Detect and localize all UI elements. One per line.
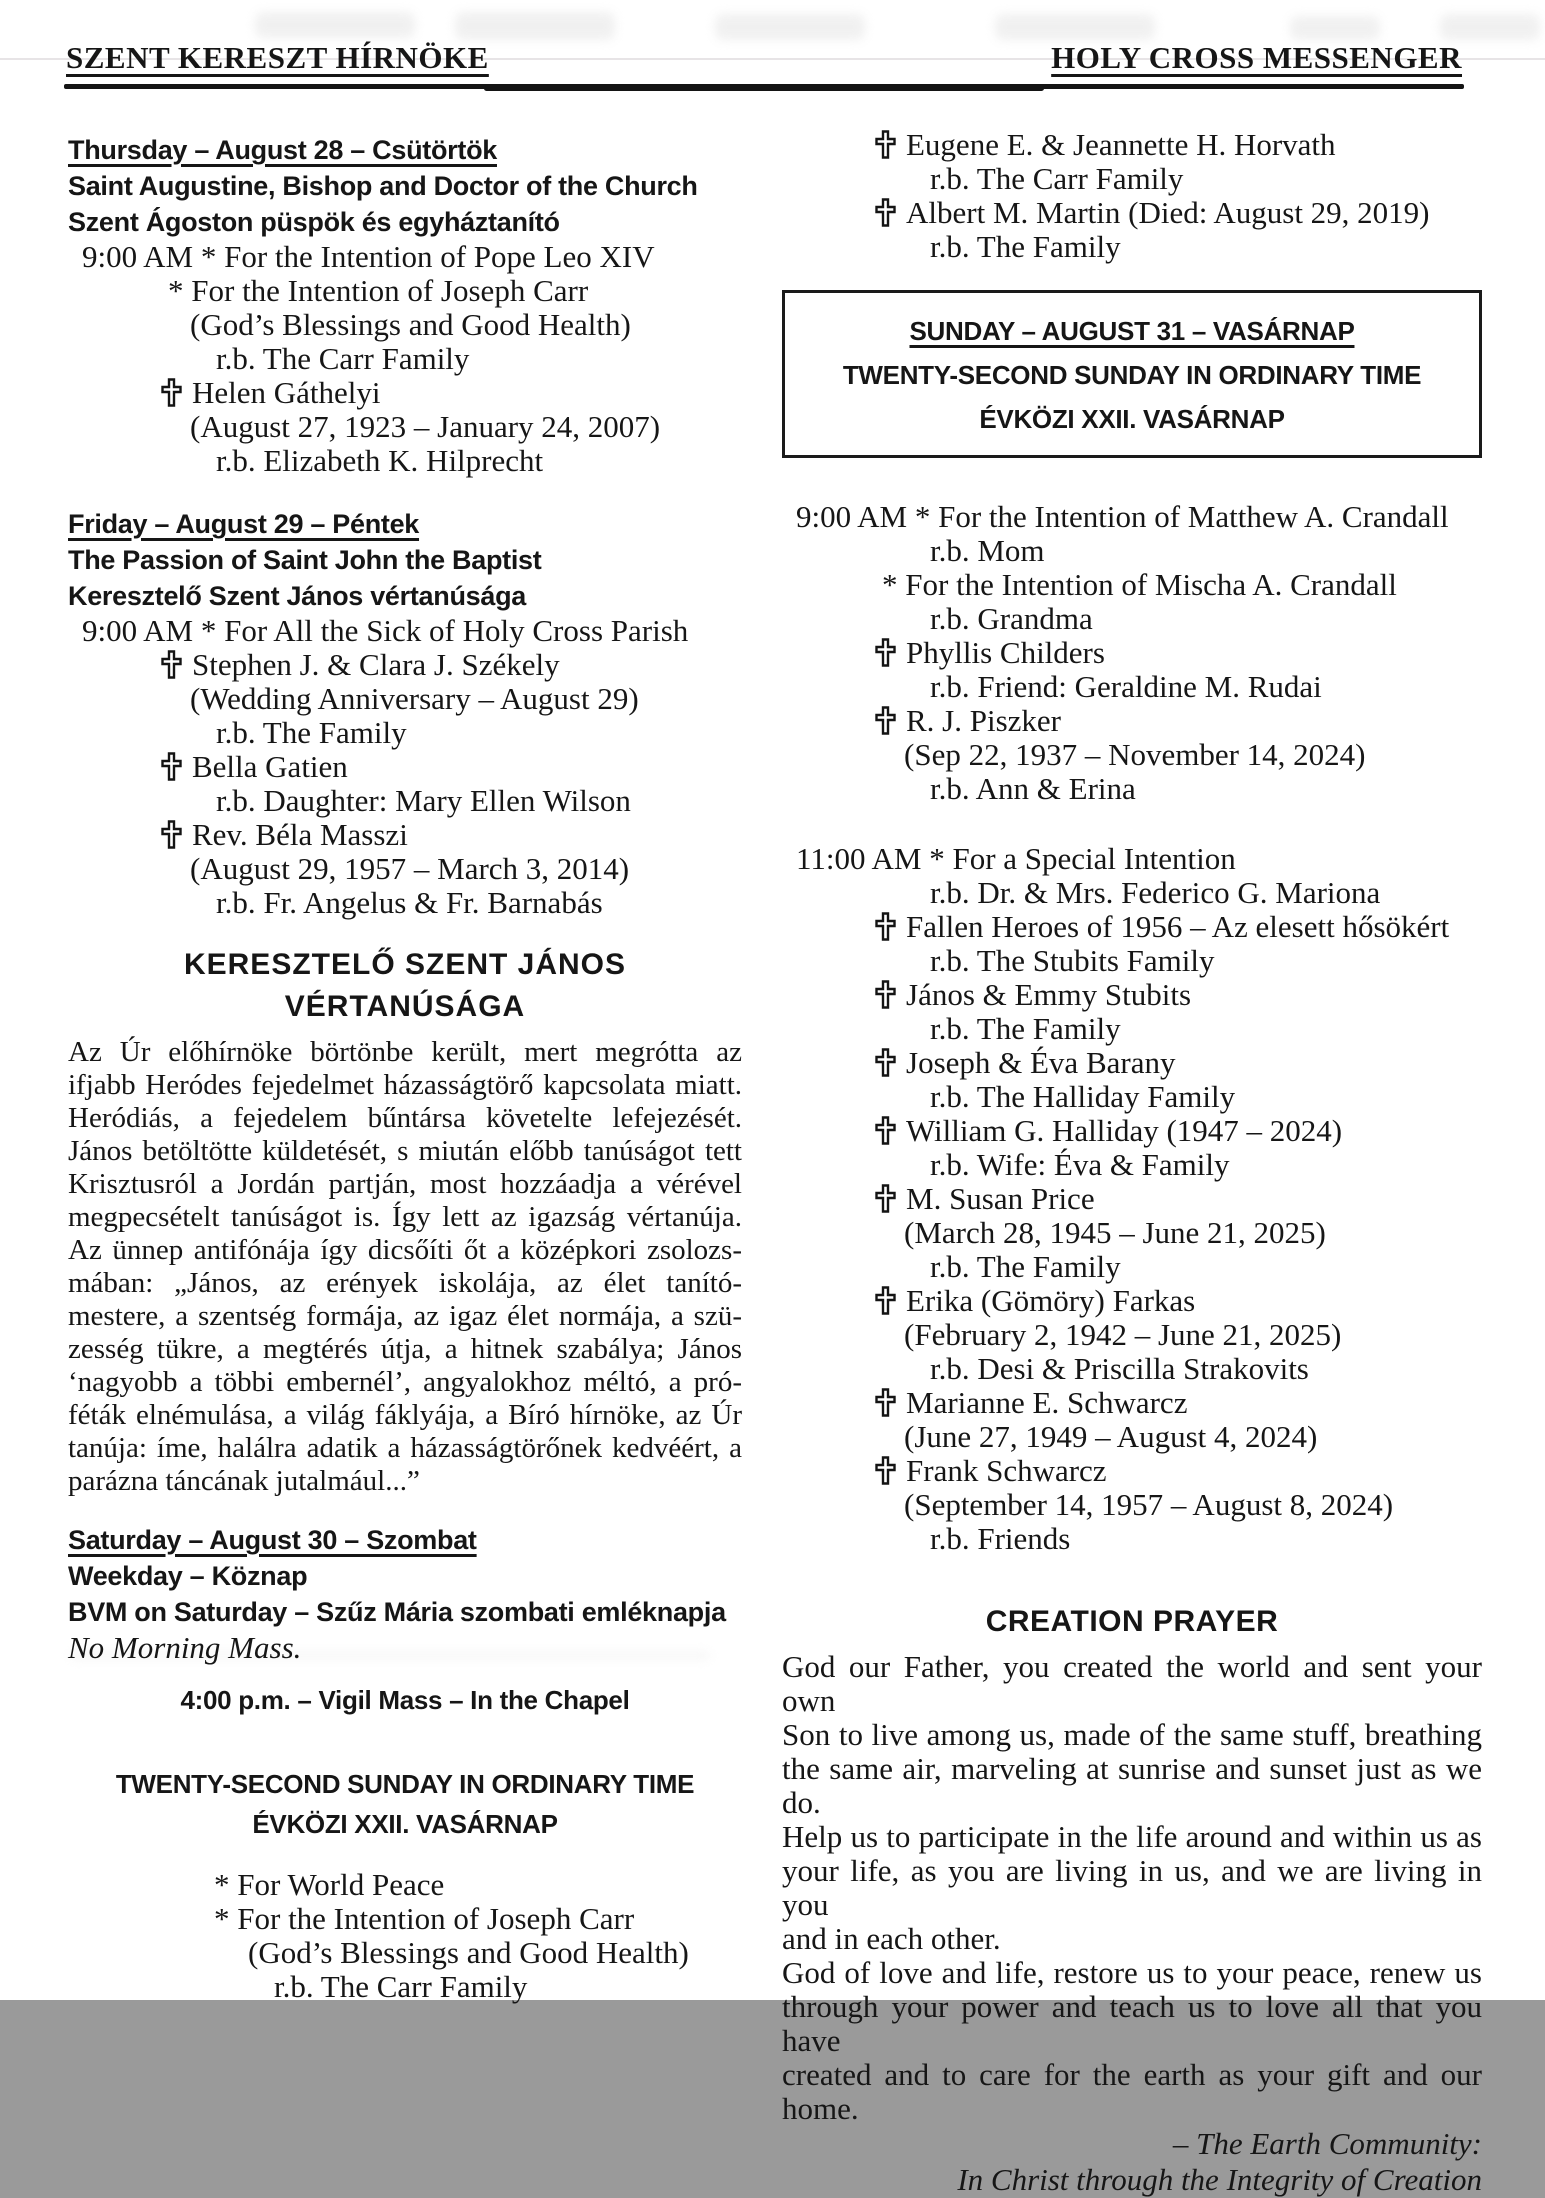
text-line: (God’s Blessings and Good Health) bbox=[248, 1935, 689, 1970]
text-line: r.b. Ann & Erina bbox=[930, 771, 1136, 806]
section-cont bbox=[782, 128, 1482, 264]
text-line: Friday – August 29 – Péntek bbox=[68, 509, 420, 539]
memorial-intention-line: Helen Gáthelyi bbox=[68, 376, 742, 410]
text-line: r.b. Grandma bbox=[930, 601, 1093, 636]
masthead-rule bbox=[64, 84, 1464, 89]
section-title: KERESZTELŐ SZENT JÁNOS bbox=[183, 948, 627, 981]
text-line: ÉVKÖZI XXII. VASÁRNAP bbox=[979, 404, 1285, 434]
text-line: r.b. Daughter: Mary Ellen Wilson bbox=[216, 783, 631, 818]
text-line: r.b. Friend: Geraldine M. Rudai bbox=[930, 669, 1322, 704]
text-line: Saint Augustine, Bishop and Doctor of the Church bbox=[68, 171, 698, 201]
text-line: The Passion of Saint John the Baptist bbox=[68, 545, 542, 575]
text-line: Krisztusról a Jordán partján, most hozzáadja a vérével bbox=[68, 1168, 742, 1200]
text-line: (Wedding Anniversary – August 29) bbox=[190, 681, 639, 716]
cross-icon bbox=[875, 130, 896, 159]
text-line: parázna táncának jutalmául...” bbox=[68, 1465, 420, 1497]
text-line: No Morning Mass. bbox=[68, 1630, 302, 1665]
section-nine bbox=[782, 500, 1482, 806]
text-line: mestere, a szentség formája, az igaz élet normája, a szü- bbox=[68, 1300, 742, 1332]
cross-icon bbox=[875, 1286, 896, 1315]
text-line: r.b. Desi & Priscilla Strakovits bbox=[930, 1351, 1309, 1386]
text-line: (September 14, 1957 – August 8, 2024) bbox=[904, 1487, 1394, 1522]
text-line: ifjabb Heródes fejedelmet házasságtörő kapcsolata miatt. bbox=[68, 1069, 742, 1101]
memorial-intention-line: M. Susan Price bbox=[782, 1182, 1482, 1216]
text-line: r.b. The Family bbox=[930, 1249, 1121, 1284]
section-friday bbox=[68, 506, 742, 920]
text-line: megpecsételt tanúságot is. Így lett az igazság vértanúja. bbox=[68, 1201, 742, 1233]
text-line: the same air, marveling at sunrise and sunset just as we do. bbox=[782, 1751, 1482, 1820]
section-sunday-heading bbox=[68, 1764, 742, 1844]
memorial-intention-line: Albert M. Martin (Died: August 29, 2019) bbox=[782, 196, 1482, 230]
cross-icon bbox=[875, 638, 896, 667]
section-title: VÉRTANÚSÁGA bbox=[284, 990, 526, 1023]
scan-artifact bbox=[455, 12, 615, 40]
text-line: God our Father, you created the world and sent your own bbox=[782, 1649, 1482, 1718]
text-line: r.b. Elizabeth K. Hilprecht bbox=[216, 443, 544, 478]
text-line: Szent Ágoston püspök és egyháztanító bbox=[68, 207, 560, 237]
text-line: féták elnémulása, a világ fáklyája, a Bíró hírnöke, az Úr bbox=[68, 1399, 742, 1431]
text-line: 9:00 AM * For the Intention of Pope Leo XIV bbox=[82, 239, 655, 274]
memorial-intention-line: Joseph & Éva Barany bbox=[782, 1046, 1482, 1080]
text-line: Az Úr előhírnöke börtönbe került, mert megrótta az bbox=[68, 1036, 742, 1068]
cross-icon bbox=[161, 820, 182, 849]
section-article bbox=[68, 944, 742, 1498]
text-line: r.b. Fr. Angelus & Fr. Barnabás bbox=[216, 885, 603, 920]
section-prayer bbox=[782, 1602, 1482, 2198]
text-line: r.b. The Stubits Family bbox=[930, 943, 1215, 978]
text-line: r.b. Dr. & Mrs. Federico G. Mariona bbox=[930, 875, 1381, 910]
text-line: zesség tükre, a megtérés útja, a hitnek szabálya; János bbox=[68, 1333, 742, 1365]
text-line: through your power and teach us to love all that you have bbox=[782, 1989, 1482, 2058]
memorial-intention-line: Erika (Gömöry) Farkas bbox=[782, 1284, 1482, 1318]
masthead bbox=[66, 40, 1462, 76]
section-thursday bbox=[68, 132, 742, 478]
masthead-title-english: HOLY CROSS MESSENGER bbox=[1051, 40, 1462, 75]
text-line: (June 27, 1949 – August 4, 2024) bbox=[904, 1419, 1318, 1454]
cross-icon bbox=[875, 912, 896, 941]
text-line: * For World Peace bbox=[214, 1867, 445, 1902]
text-line: BVM on Saturday – Szűz Mária szombati emléknapja bbox=[68, 1597, 726, 1627]
text-line: Thursday – August 28 – Csütörtök bbox=[68, 135, 497, 165]
section-sunday-intents bbox=[68, 1868, 742, 2004]
cross-icon bbox=[875, 1184, 896, 1213]
memorial-intention-line: Phyllis Childers bbox=[782, 636, 1482, 670]
memorial-intention-line: Fallen Heroes of 1956 – Az elesett hősökért bbox=[782, 910, 1482, 944]
text-line: TWENTY-SECOND SUNDAY IN ORDINARY TIME bbox=[842, 360, 1422, 390]
memorial-intention-line: János & Emmy Stubits bbox=[782, 978, 1482, 1012]
text-line: Weekday – Köznap bbox=[68, 1561, 308, 1591]
cross-icon bbox=[875, 198, 896, 227]
text-line: Saturday – August 30 – Szombat bbox=[68, 1525, 477, 1555]
text-line: 9:00 AM * For the Intention of Matthew A. Crandall bbox=[796, 499, 1449, 534]
cross-icon bbox=[161, 650, 182, 679]
memorial-intention-line: Marianne E. Schwarcz bbox=[782, 1386, 1482, 1420]
text-line: r.b. The Carr Family bbox=[216, 341, 470, 376]
memorial-intention-line: William G. Halliday (1947 – 2024) bbox=[782, 1114, 1482, 1148]
section-eleven bbox=[782, 842, 1482, 1556]
text-line: Az ünnep antifónája így dicsőíti őt a középkori zsolozs- bbox=[68, 1234, 742, 1266]
text-line: r.b. The Halliday Family bbox=[930, 1079, 1236, 1114]
text-line: 9:00 AM * For All the Sick of Holy Cross Parish bbox=[82, 613, 689, 648]
section-body bbox=[68, 1036, 742, 1498]
left-column bbox=[68, 110, 742, 2004]
text-line: r.b. Wife: Éva & Family bbox=[930, 1147, 1230, 1182]
text-line: your life, as you are living in us, and we are living in you bbox=[782, 1853, 1482, 1922]
text-line: r.b. Mom bbox=[930, 533, 1045, 568]
memorial-intention-line: Frank Schwarcz bbox=[782, 1454, 1482, 1488]
section-saturday bbox=[68, 1522, 742, 1666]
scan-artifact bbox=[715, 14, 865, 40]
cross-icon bbox=[161, 378, 182, 407]
text-line: 11:00 AM * For a Special Intention bbox=[796, 841, 1236, 876]
text-line: * For the Intention of Mischa A. Crandall bbox=[882, 567, 1397, 602]
cross-icon bbox=[875, 1048, 896, 1077]
text-line: Help us to participate in the life around and within us as bbox=[782, 1819, 1482, 1854]
cross-icon bbox=[875, 1388, 896, 1417]
text-line: r.b. The Carr Family bbox=[274, 1969, 528, 2004]
text-line: TWENTY-SECOND SUNDAY IN ORDINARY TIME bbox=[115, 1769, 695, 1799]
text-line: created and to care for the earth as your gift and our home. bbox=[782, 2057, 1482, 2126]
text-line: r.b. The Family bbox=[930, 229, 1121, 264]
text-line: SUNDAY – AUGUST 31 – VASÁRNAP bbox=[909, 316, 1355, 346]
text-line: tanúja: íme, halálra adatik a házasságtörőnek kedvéért, a bbox=[68, 1432, 742, 1464]
text-line: r.b. The Carr Family bbox=[930, 161, 1184, 196]
text-line: (February 2, 1942 – June 21, 2025) bbox=[904, 1317, 1342, 1352]
text-line: (March 28, 1945 – June 21, 2025) bbox=[904, 1215, 1326, 1250]
right-column bbox=[782, 128, 1482, 2198]
text-line: r.b. The Family bbox=[930, 1011, 1121, 1046]
text-line: (August 27, 1923 – January 24, 2007) bbox=[190, 409, 661, 444]
text-line: János betöltötte küldetését, s miután előbb tanúságot tett bbox=[68, 1135, 742, 1167]
cross-icon bbox=[875, 1456, 896, 1485]
cross-icon bbox=[875, 1116, 896, 1145]
section-title: CREATION PRAYER bbox=[985, 1605, 1279, 1638]
text-line: * For the Intention of Joseph Carr bbox=[214, 1901, 635, 1936]
text-line: * For the Intention of Joseph Carr bbox=[168, 273, 589, 308]
text-line: In Christ through the Integrity of Creation bbox=[957, 2162, 1482, 2197]
text-line: (Sep 22, 1937 – November 14, 2024) bbox=[904, 737, 1366, 772]
masthead-title-hungarian: SZENT KERESZT HÍRNÖKE bbox=[66, 40, 489, 75]
text-line: God of love and life, restore us to your peace, renew us bbox=[782, 1955, 1482, 1990]
text-line: (August 29, 1957 – March 3, 2014) bbox=[190, 851, 630, 886]
text-line: and in each other. bbox=[782, 1921, 1001, 1956]
text-line: r.b. The Family bbox=[216, 715, 407, 750]
text-line: ‘nagyobb a többi embernél’, angyalokhoz méltó, a pró- bbox=[68, 1366, 742, 1398]
text-line: ÉVKÖZI XXII. VASÁRNAP bbox=[252, 1809, 558, 1839]
memorial-intention-line: Bella Gatien bbox=[68, 750, 742, 784]
memorial-intention-line: Eugene E. & Jeannette H. Horvath bbox=[782, 128, 1482, 162]
text-line: Keresztelő Szent János vértanúsága bbox=[68, 581, 526, 611]
section-body bbox=[782, 1650, 1482, 2198]
memorial-intention-line: Stephen J. & Clara J. Székely bbox=[68, 648, 742, 682]
text-line: r.b. Friends bbox=[930, 1521, 1071, 1556]
section-box bbox=[782, 290, 1482, 458]
scan-artifact bbox=[1290, 16, 1380, 40]
text-line: 4:00 p.m. – Vigil Mass – In the Chapel bbox=[180, 1685, 630, 1715]
memorial-intention-line: R. J. Piszker bbox=[782, 704, 1482, 738]
text-line: – The Earth Community: bbox=[1172, 2126, 1482, 2161]
text-line: Heródiás, a fejedelem bűntársa követelte lefejezését. bbox=[68, 1102, 742, 1134]
cross-icon bbox=[875, 980, 896, 1009]
text-line: mában: „János, az erények iskolája, az élet tanító- bbox=[68, 1267, 742, 1299]
text-line: (God’s Blessings and Good Health) bbox=[190, 307, 631, 342]
cross-icon bbox=[161, 752, 182, 781]
scan-artifact bbox=[995, 14, 1155, 40]
scan-artifact bbox=[1440, 14, 1540, 40]
cross-icon bbox=[875, 706, 896, 735]
text-line: Son to live among us, made of the same stuff, breathing bbox=[782, 1717, 1482, 1752]
scan-artifact bbox=[255, 12, 415, 38]
section-vigil bbox=[68, 1680, 742, 1720]
memorial-intention-line: Rev. Béla Masszi bbox=[68, 818, 742, 852]
